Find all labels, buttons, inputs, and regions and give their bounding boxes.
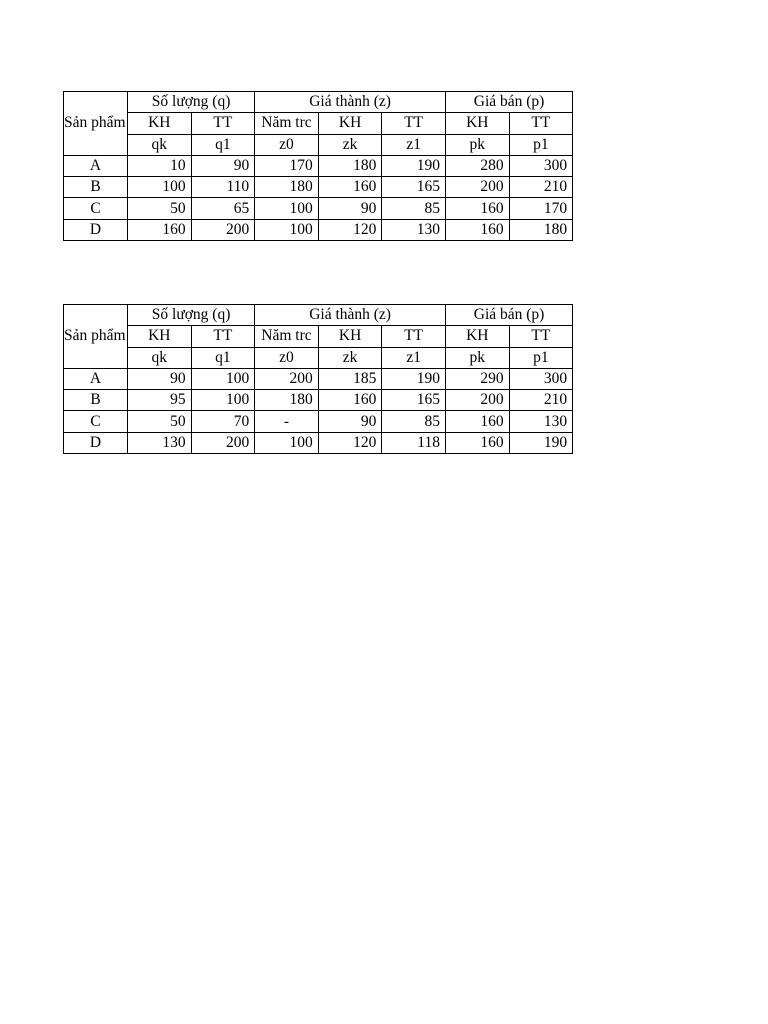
header-symbol: z0 [255, 347, 319, 368]
header-symbol: z0 [255, 134, 319, 155]
header-sub: TT [382, 113, 446, 134]
value-cell: 100 [191, 368, 255, 389]
value-cell: 95 [128, 390, 192, 411]
value-cell: 200 [255, 368, 319, 389]
value-cell: 100 [255, 432, 319, 453]
value-cell: 160 [445, 411, 509, 432]
header-group-price: Giá bán (p) [445, 92, 572, 113]
value-cell: 180 [318, 155, 382, 176]
value-cell: 290 [445, 368, 509, 389]
header-sub: KH [128, 113, 192, 134]
value-cell: 100 [191, 390, 255, 411]
value-cell: 165 [382, 390, 446, 411]
value-cell: 180 [509, 219, 573, 240]
product-cell: C [64, 411, 128, 432]
header-sub: KH [445, 113, 509, 134]
value-cell: 170 [509, 198, 573, 219]
value-cell: 170 [255, 155, 319, 176]
header-symbol: z1 [382, 347, 446, 368]
value-cell: 160 [445, 432, 509, 453]
header-product: Sản phẩm [64, 92, 128, 156]
header-row-groups [64, 92, 573, 113]
header-sub: TT [191, 113, 255, 134]
table-row [64, 390, 573, 411]
value-cell: 210 [509, 177, 573, 198]
value-cell: 10 [128, 155, 192, 176]
table-row [64, 177, 573, 198]
value-cell: 90 [191, 155, 255, 176]
value-cell: 100 [128, 177, 192, 198]
header-product: Sản phẩm [64, 305, 128, 369]
value-cell: - [255, 411, 319, 432]
header-row-symbols [64, 347, 573, 368]
value-cell: 190 [509, 432, 573, 453]
value-cell: 85 [382, 411, 446, 432]
value-cell: 200 [445, 177, 509, 198]
value-cell: 180 [255, 390, 319, 411]
value-cell: 110 [191, 177, 255, 198]
data-table-1 [63, 91, 573, 241]
header-row-symbols [64, 134, 573, 155]
value-cell: 118 [382, 432, 446, 453]
product-cell: B [64, 390, 128, 411]
product-cell: D [64, 219, 128, 240]
value-cell: 70 [191, 411, 255, 432]
header-group-cost: Giá thành (z) [255, 305, 446, 326]
value-cell: 160 [128, 219, 192, 240]
table-row [64, 155, 573, 176]
header-sub: TT [509, 113, 573, 134]
value-cell: 190 [382, 368, 446, 389]
value-cell: 120 [318, 219, 382, 240]
table-row [64, 219, 573, 240]
header-row-sub [64, 326, 573, 347]
header-sub: Năm trc [255, 326, 319, 347]
value-cell: 165 [382, 177, 446, 198]
product-cell: C [64, 198, 128, 219]
value-cell: 160 [445, 219, 509, 240]
value-cell: 180 [255, 177, 319, 198]
value-cell: 160 [318, 177, 382, 198]
header-row-groups [64, 305, 573, 326]
value-cell: 65 [191, 198, 255, 219]
header-sub: Năm trc [255, 113, 319, 134]
value-cell: 130 [128, 432, 192, 453]
product-cell: A [64, 368, 128, 389]
value-cell: 85 [382, 198, 446, 219]
header-symbol: qk [128, 347, 192, 368]
header-symbol: q1 [191, 347, 255, 368]
value-cell: 50 [128, 198, 192, 219]
header-sub: KH [318, 326, 382, 347]
product-cell: B [64, 177, 128, 198]
value-cell: 100 [255, 198, 319, 219]
value-cell: 90 [318, 198, 382, 219]
header-sub: TT [191, 326, 255, 347]
header-symbol: pk [445, 134, 509, 155]
table-row [64, 432, 573, 453]
header-symbol: p1 [509, 134, 573, 155]
header-group-quantity: Số lượng (q) [128, 305, 255, 326]
value-cell: 160 [445, 198, 509, 219]
value-cell: 200 [445, 390, 509, 411]
value-cell: 50 [128, 411, 192, 432]
table-row [64, 198, 573, 219]
value-cell: 100 [255, 219, 319, 240]
value-cell: 210 [509, 390, 573, 411]
product-cell: D [64, 432, 128, 453]
value-cell: 280 [445, 155, 509, 176]
header-row-sub [64, 113, 573, 134]
header-symbol: qk [128, 134, 192, 155]
header-sub: KH [128, 326, 192, 347]
value-cell: 90 [318, 411, 382, 432]
header-sub: KH [445, 326, 509, 347]
header-sub: TT [509, 326, 573, 347]
table-row [64, 368, 573, 389]
header-symbol: q1 [191, 134, 255, 155]
header-group-quantity: Số lượng (q) [128, 92, 255, 113]
table-row [64, 411, 573, 432]
value-cell: 160 [318, 390, 382, 411]
value-cell: 300 [509, 155, 573, 176]
value-cell: 130 [509, 411, 573, 432]
header-symbol: zk [318, 347, 382, 368]
value-cell: 300 [509, 368, 573, 389]
data-table-2 [63, 304, 573, 454]
header-group-cost: Giá thành (z) [255, 92, 446, 113]
product-cell: A [64, 155, 128, 176]
value-cell: 185 [318, 368, 382, 389]
value-cell: 90 [128, 368, 192, 389]
value-cell: 130 [382, 219, 446, 240]
value-cell: 200 [191, 432, 255, 453]
header-symbol: z1 [382, 134, 446, 155]
header-group-price: Giá bán (p) [445, 305, 572, 326]
header-sub: KH [318, 113, 382, 134]
value-cell: 120 [318, 432, 382, 453]
value-cell: 190 [382, 155, 446, 176]
header-sub: TT [382, 326, 446, 347]
header-symbol: p1 [509, 347, 573, 368]
value-cell: 200 [191, 219, 255, 240]
header-symbol: zk [318, 134, 382, 155]
header-symbol: pk [445, 347, 509, 368]
